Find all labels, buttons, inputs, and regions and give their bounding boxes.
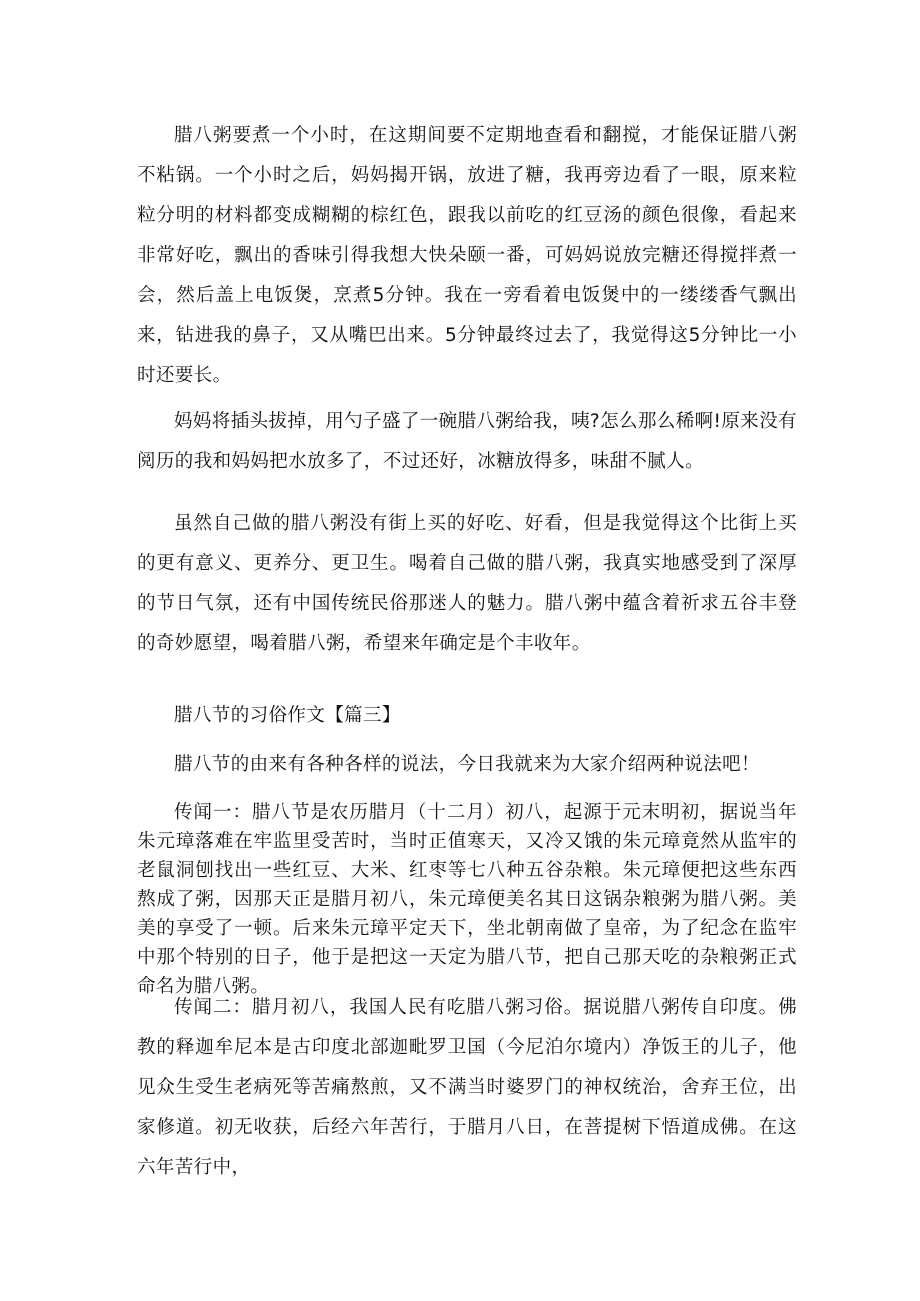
paragraph-reflection: 虽然自己做的腊八粥没有街上买的好吃、好看，但是我觉得这个比街上买的更有意义、更养分、更卫生。喝着自己做的腊八粥，我真实地感受到了深厚的节日气氛，还有中国传统民俗那迷人的魅力。腊八粥中蕴含着祈求五谷丰登的奇妙愿望，喝着腊八粥，希望来年确定是个丰收年。 [137,513,797,654]
paragraph-cooking-process: 腊八粥要煮一个小时，在这期间要不定期地查看和翻搅，才能保证腊八粥不粘锅。一个小时之后，妈妈揭开锅，放进了糖，我再旁边看了一眼，原来粒粒分明的材料都变成糊糊的棕红色，跟我以前吃的红豆汤的颜色很像，看起来非常好吃，飘出的香味引得我想大快朵颐一番，可妈妈说放完糖还得搅拌煮一会，然后盖上电饭煲，烹煮5分钟。我在一旁看着电饭煲中的一缕缕香气飘出来，钻进我的鼻子，又从嘴巴出来。5分钟最终过去了，我觉得这5分钟比一小时还要长。 [137,125,797,386]
paragraph-legend-one: 传闻一：腊八节是农历腊月（十二月）初八，起源于元末明初，据说当年朱元璋落难在牢监里受苦时，当时正值寒天，又冷又饿的朱元璋竟然从监牢的老鼠洞刨找出一些红豆、大米、红枣等七八种五谷杂粮。朱元璋便把这些东西熬成了粥，因那天正是腊月初八，朱元璋便美名其日这锅杂粮粥为腊八粥。美美的享受了一顿。后来朱元璋平定天下，坐北朝南做了皇帝，为了纪念在监牢中那个特别的日子，他于是把这一天定为腊八节，把自己那天吃的杂粮粥正式命名为腊八粥。 [137,802,797,997]
paragraph-legend-two: 传闻二：腊月初八，我国人民有吃腊八粥习俗。据说腊八粥传自印度。佛教的释迦牟尼本是古印度北部迦毗罗卫国（今尼泊尔境内）净饭王的儿子，他见众生受生老病死等苦痛熬煎，又不满当时婆罗门的神权统治，舍弃王位，出家修道。初无收获，后经六年苦行，于腊月八日，在菩提树下悟道成佛。在这六年苦行中， [137,997,797,1178]
section-heading: 腊八节的习俗作文【篇三】 [174,705,401,726]
paragraph-tasting: 妈妈将插头拔掉，用勺子盛了一碗腊八粥给我，咦?怎么那么稀啊!原来没有阅历的我和妈妈把水放多了，不过还好，冰糖放得多，味甜不腻人。 [137,411,797,472]
paragraph-intro: 腊八节的由来有各种各样的说法，今日我就来为大家介绍两种说法吧！ [174,754,760,775]
